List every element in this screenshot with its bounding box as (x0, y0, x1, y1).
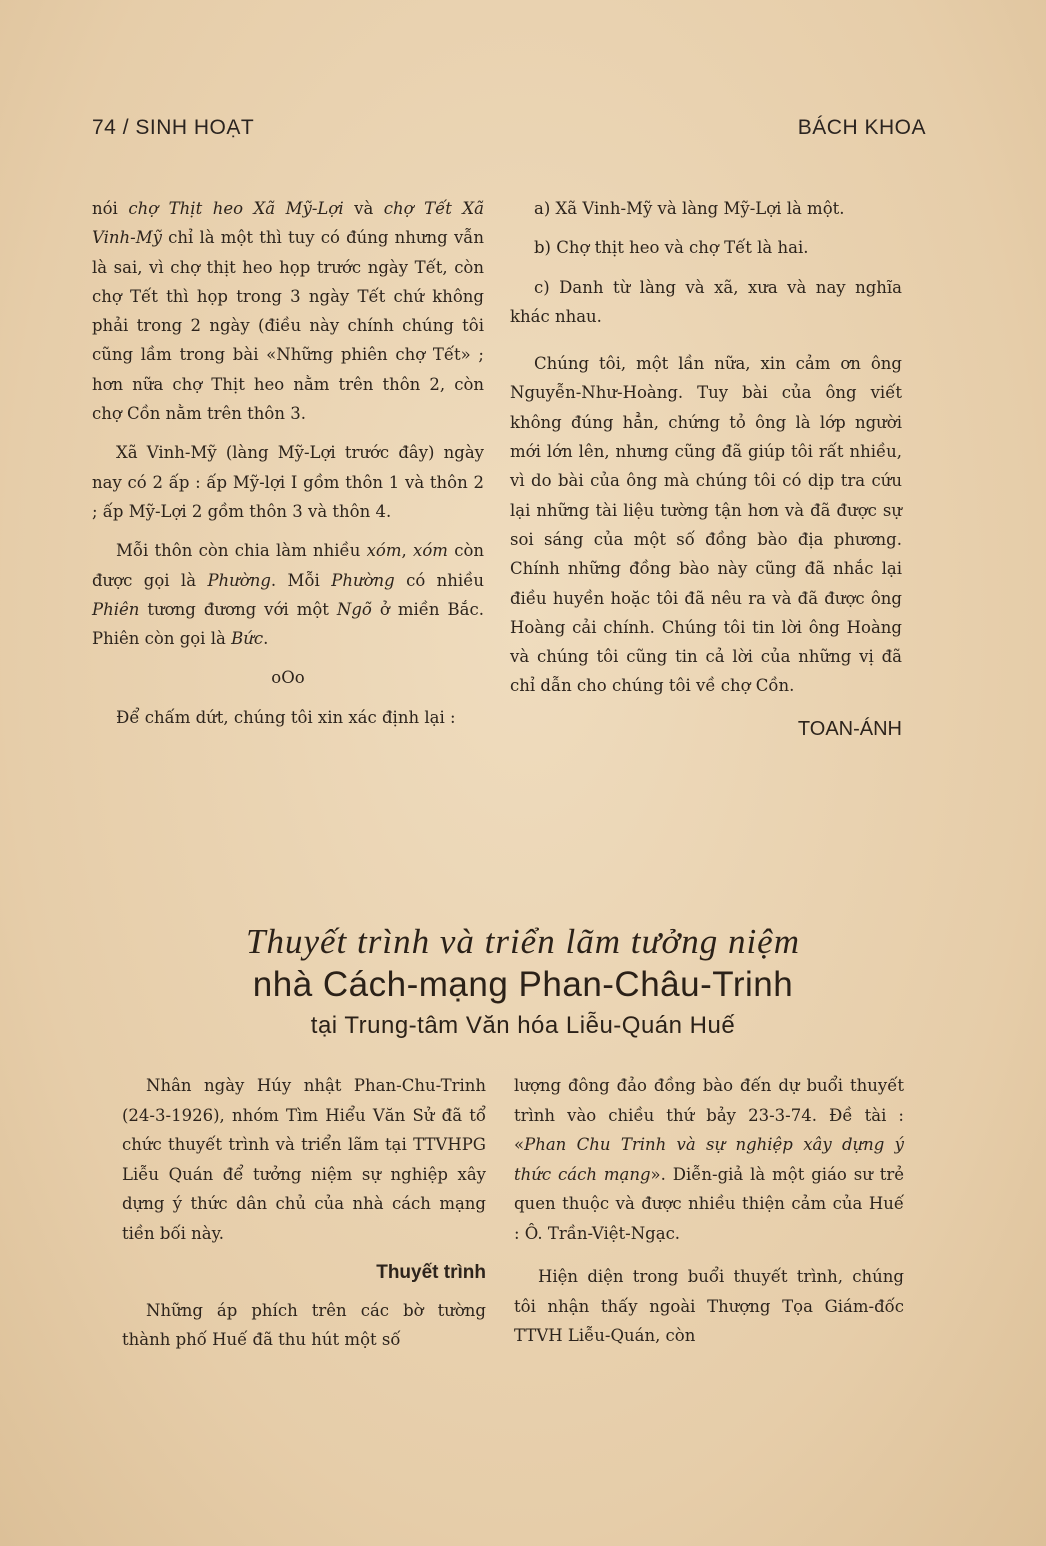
paragraph: Nhân ngày Húy nhật Phan-Chu-Trinh (24-3-1926), nhóm Tìm Hiểu Văn Sử đã tổ chức thuyết trình và triển lãm tại TTVHPG Liễu Quán để tưởng niệm sự nghiệp xây dựng ý thức dân chủ của nhà cách mạng tiền bối này. (122, 1076, 486, 1243)
paragraph: Hiện diện trong buổi thuyết trình, chúng tôi nhận thấy ngoài Thượng Tọa Giám-đốc TTVH Liễu-Quán, còn (514, 1267, 904, 1345)
paragraph: Chúng tôi, một lần nữa, xin cảm ơn ông Nguyễn-Như-Hoàng. Tuy bài của ông viết không đúng hẳn, chứng tỏ ông là lớp người mới lớn lên, nhưng cũng đã giúp tôi rất nhiều, vì do bài của ông mà chúng tôi có dịp tra cứu lại những tài liệu tường tận hơn và đã được sự soi sáng của một số đồng bào địa phương. Chính những đồng bào này cũng đã nhắc lại điều huyền hoặc tôi đã nêu ra và đã được ông Hoàng cải chính. Chúng tôi tin lời ông Hoàng và chúng tôi cũng tin cả lời của những vị đã chỉ dẫn cho chúng tôi về chợ Cồn. (510, 354, 902, 696)
article-title-line2: nhà Cách-mạng Phan-Châu-Trinh (252, 965, 794, 1004)
article-title-line1: Thuyết trình và triển lãm tưởng niệm (246, 922, 800, 961)
author-signature: TOAN-ÁNH (797, 717, 902, 740)
paragraph: Để chấm dứt, chúng tôi xin xác định lại : (116, 707, 456, 727)
page-header (92, 116, 926, 140)
paragraph: Xã Vinh-Mỹ (làng Mỹ-Lợi trước đây) ngày nay có 2 ấp : ấp Mỹ-lợi I gồm thôn 1 và thôn 2 ; ấp Mỹ-Lợi 2 gồm thôn 3 và thôn 4. (92, 443, 484, 521)
paragraph: lượng đông đảo đồng bào đến dự buổi thuyết trình vào chiều thứ bảy 23-3-74. Đề tài : «Phan Chu Trinh và sự nghiệp xây dựng ý thức cách mạng». Diễn-giả là một giáo sư trẻ quen thuộc và được nhiều thiện cảm của Huế : Ô. Trần-Việt-Ngạc. (514, 1076, 904, 1243)
paragraph: nói chợ Thịt heo Xã Mỹ-Lợi và chợ Tết Xã Vinh-Mỹ chỉ là một thì tuy có đúng nhưng vẫn là sai, vì chợ thịt heo họp trước ngày Tết, còn chợ Tết thì họp trong 3 ngày Tết chứ không phải trong 2 ngày (điều này chính chúng tôi cũng lầm trong bài «Những phiên chợ Tết» ; hơn nữa chợ Thịt heo nằm trên thôn 2, còn chợ Cồn nằm trên thôn 3. (92, 199, 484, 424)
column-3 (122, 1071, 486, 1365)
article-subtitle: tại Trung-tâm Văn hóa Liễu-Quán Huế (310, 1012, 736, 1039)
page-number-section: 74 / SINH HOẠT (92, 116, 255, 139)
section-heading: Thuyết trình (376, 1262, 486, 1283)
list-item: b) Chợ thịt heo và chợ Tết là hai. (534, 238, 809, 258)
column-4 (514, 1071, 904, 1361)
column-2 (510, 194, 902, 744)
paragraph: Mỗi thôn còn chia làm nhiều xóm, xóm còn được gọi là Phường. Mỗi Phường có nhiều Phiên tương đương với một Ngõ ở miền Bắc. Phiên còn gọi là Bức. (92, 541, 485, 649)
column-1 (92, 194, 484, 742)
list-item: a) Xã Vinh-Mỹ và làng Mỹ-Lợi là một. (534, 199, 845, 218)
paragraph: Những áp phích trên các bờ tường thành phố Huế đã thu hút một số (122, 1300, 486, 1349)
section-separator: oOo (271, 668, 305, 688)
magazine-name: BÁCH KHOA (797, 116, 926, 139)
list-item: c) Danh từ làng và xã, xưa và nay nghĩa khác nhau. (510, 277, 902, 326)
